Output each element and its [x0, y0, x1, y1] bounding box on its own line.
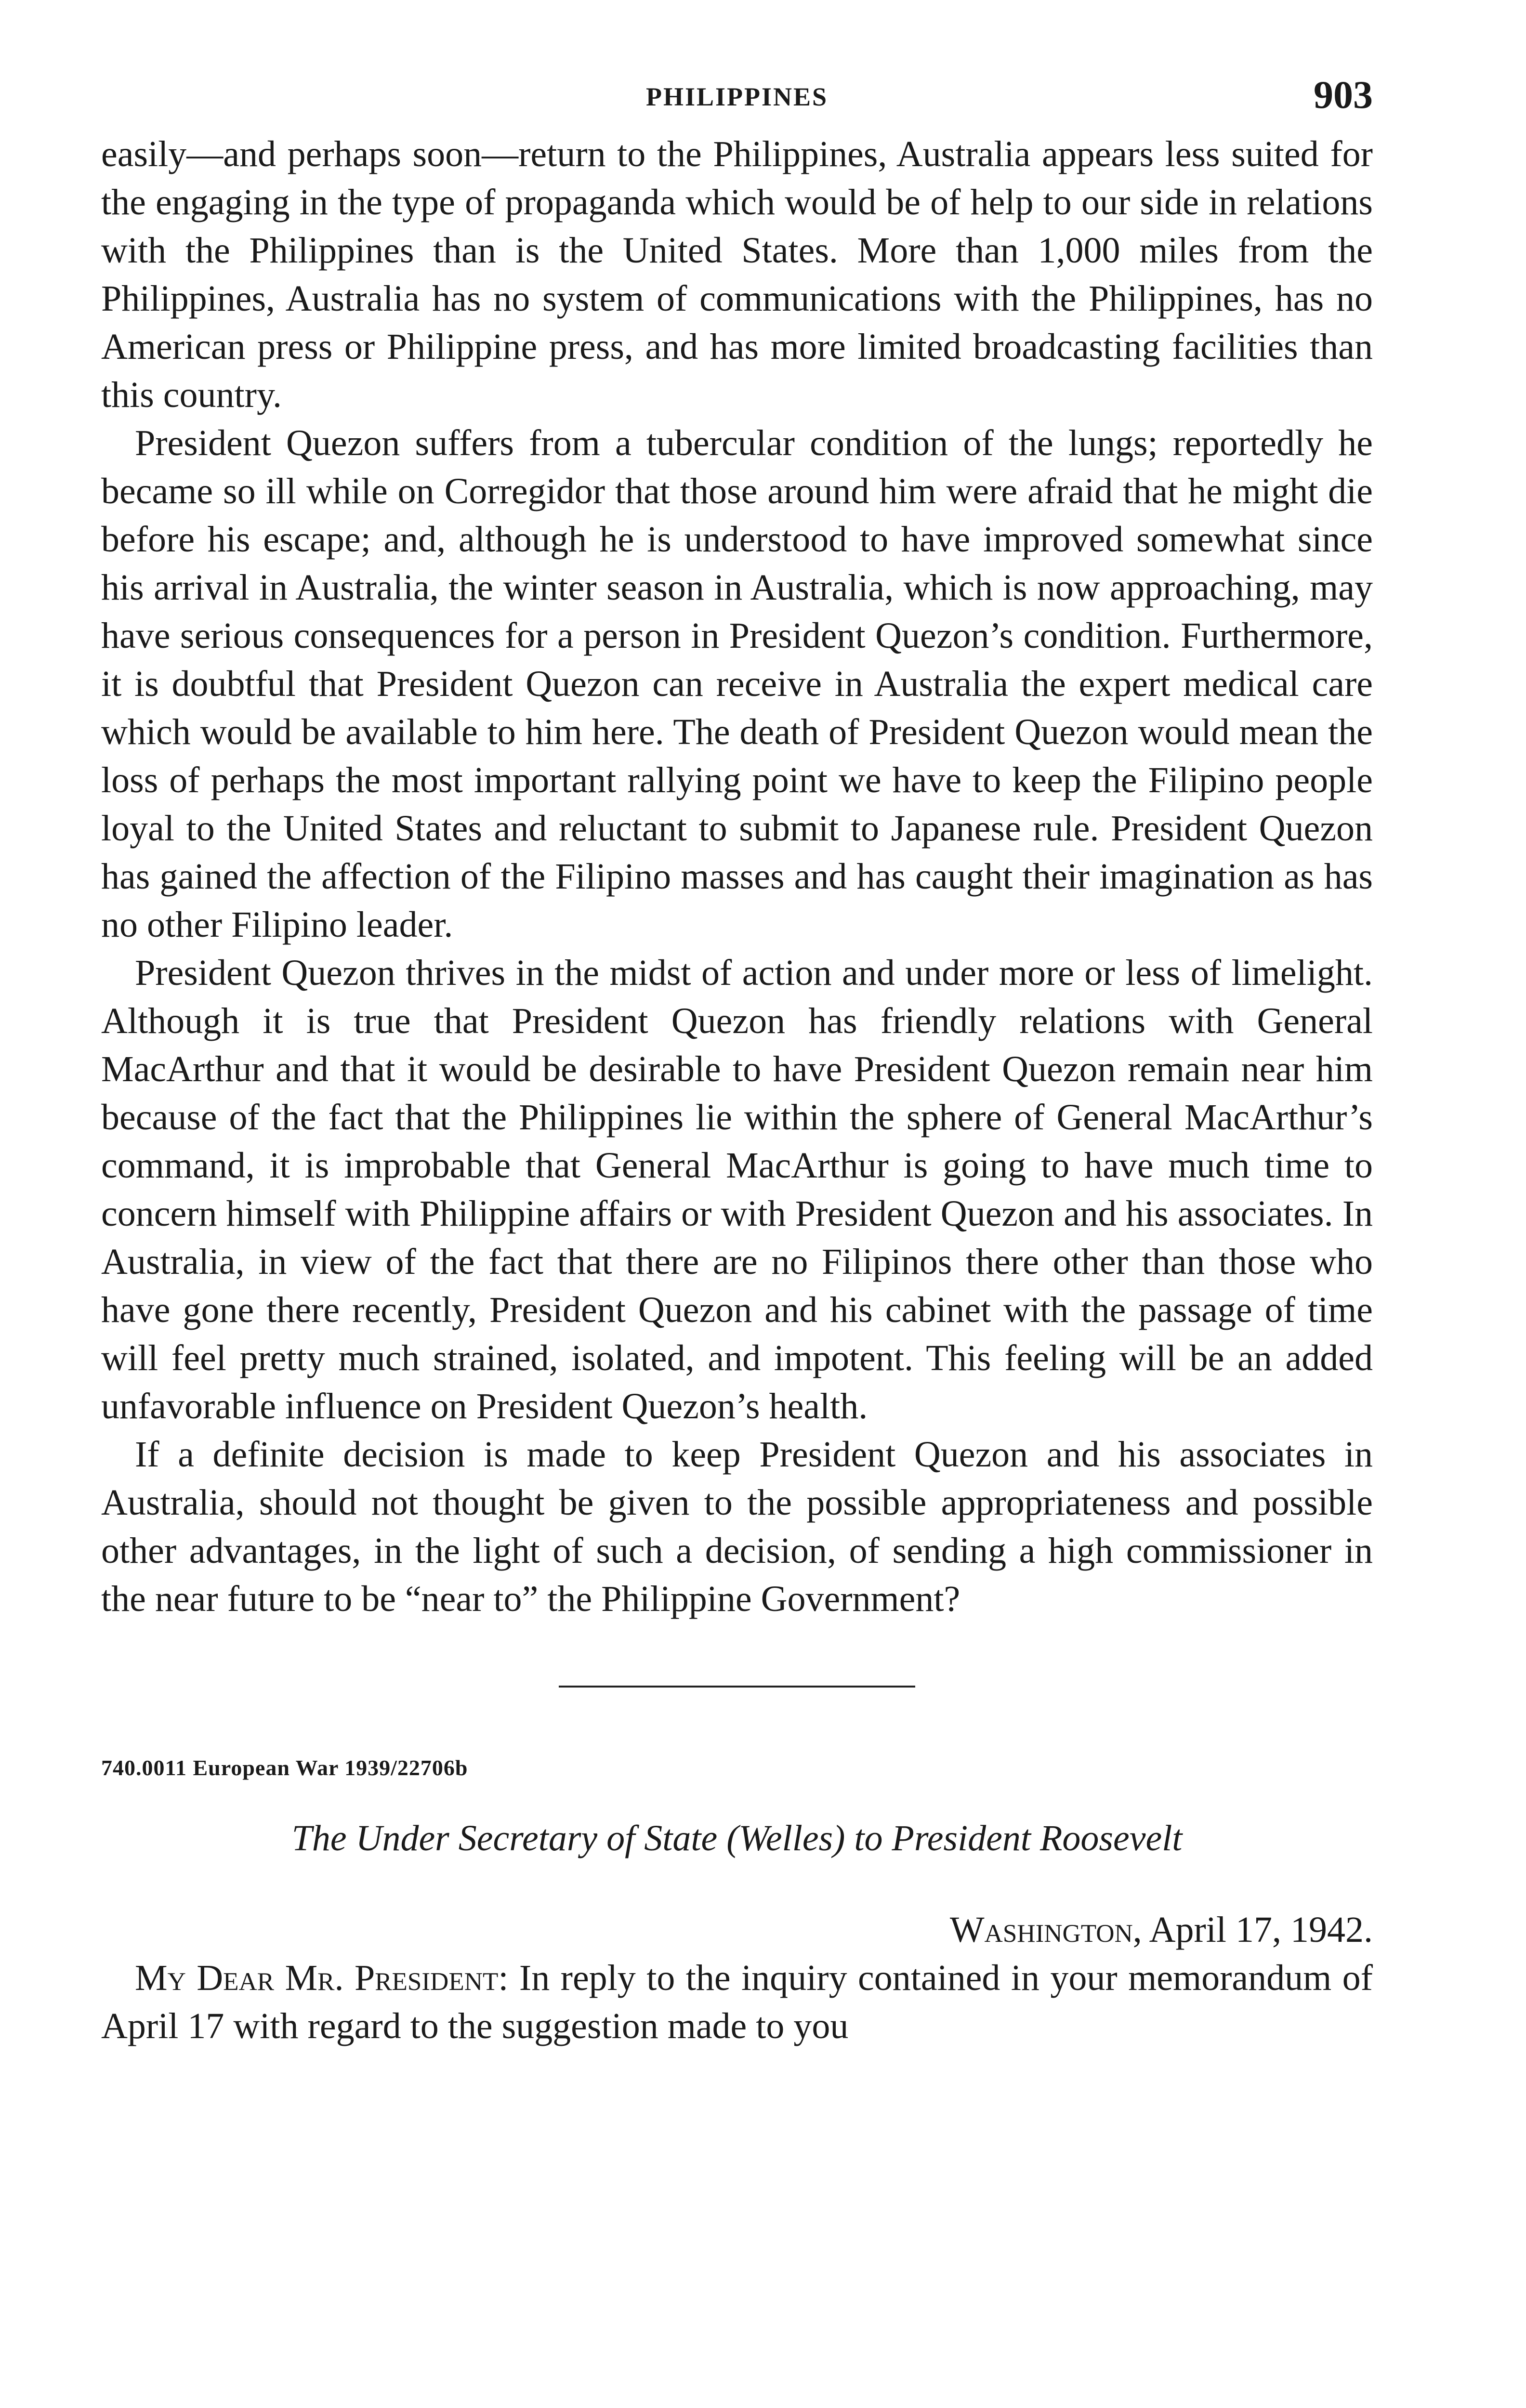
- page-number: 903: [1314, 73, 1373, 117]
- dateline: [101, 1906, 1373, 1954]
- running-head: [101, 72, 1373, 130]
- body-paragraph-1: easily—and perhaps soon—return to the Philippines, Australia appears less suited for the engaging in the type of propaganda which would be of help to our side in relations with the Philippines than is the United States. More than 1,000 miles from the Philippines, Australia has no system of communications with the Philippines, has no American press or Philippine press, and has more limited broadcasting facilities than this country.: [101, 134, 1373, 415]
- document-title: The Under Secretary of State (Welles) to President Roosevelt: [291, 1818, 1183, 1858]
- file-reference: 740.0011 European War 1939/22706b: [101, 1755, 468, 1780]
- salutation: My Dear Mr. President: [135, 1958, 499, 1998]
- letter-opening-paragraph: [101, 1954, 1373, 2050]
- body-paragraph-4: If a definite decision is made to keep President Quezon and his associates in Australia, should not thought be given to the possible appropriateness and possible other advantages, in the light of such a decision, of sending a high commissioner in the near future to be “near to” the Philippine Government?: [101, 1434, 1373, 1619]
- body-paragraph-2: President Quezon suffers from a tubercular condition of the lungs; reportedly he became so ill while on Corregidor that those around him were afraid that he might die before his escape; and, although he is understood to have improved somewhat since his arrival in Australia, the winter season in Australia, which is now approaching, may have serious consequences for a person in President Quezon’s condition. Furthermore, it is doubtful that President Quezon can receive in Australia the expert medical care which would be available to him here. The death of President Quezon would mean the loss of perhaps the most important rallying point we have to keep the Filipino people loyal to the United States and reluctant to submit to Japanese rule. President Quezon has gained the affection of the Filipino masses and has caught their imagination as has no other Filipino leader.: [101, 423, 1373, 945]
- dateline-place: Washington: [949, 1910, 1133, 1950]
- opening-text: : In reply to the inquiry contained in your memorandum of April 17 with regard to the suggestion made to you: [101, 1958, 1373, 2046]
- dateline-date: , April 17, 1942.: [1132, 1910, 1373, 1950]
- body-paragraph-3: President Quezon thrives in the midst of action and under more or less of limelight. Although it is true that President Quezon has friendly relations with General MacArthur and that it would be desirable to have President Quezon remain near him because of the fact that the Philippines lie within the sphere of General MacArthur’s command, it is improbable that General MacArthur is going to have much time to concern himself with Philippine affairs or with President Quezon and his associates. In Australia, in view of the fact that there are no Filipinos there other than those who have gone there recently, President Quezon and his cabinet with the passage of time will feel pretty much strained, isolated, and impotent. This feeling will be an added unfavorable influence on President Quezon’s health.: [101, 953, 1373, 1426]
- document-page: [101, 72, 1373, 2050]
- running-title: PHILIPPINES: [645, 82, 829, 111]
- section-divider: [559, 1686, 915, 1688]
